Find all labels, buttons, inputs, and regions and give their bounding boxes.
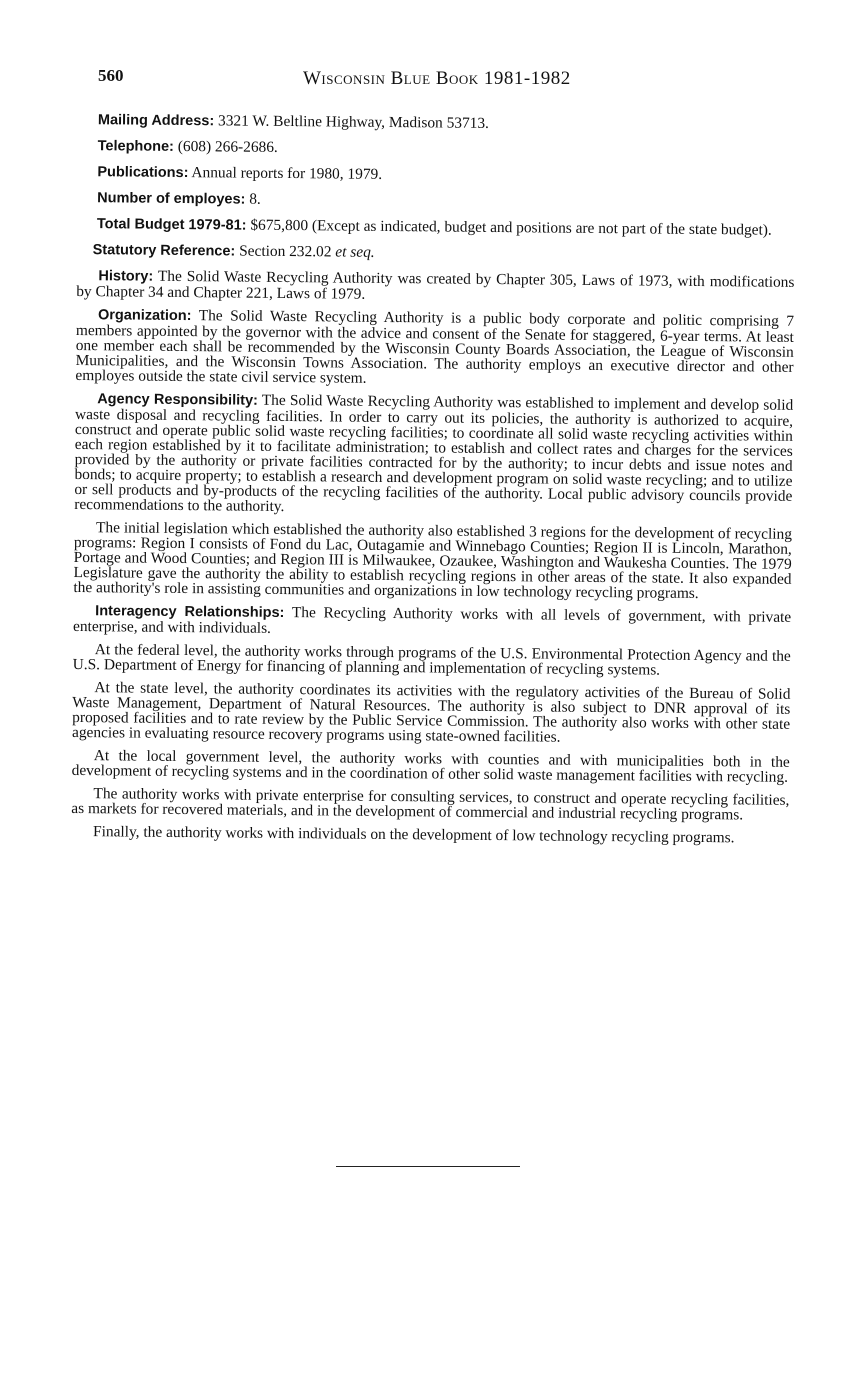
running-title [303,68,571,90]
history-text: The Solid Waste Recycling Authority was created by Chapter 305, Laws of 1973, with modifications by Chapter 34 and Chapter 221, Laws of 1979. [76,267,795,303]
initial-legislation-paragraph: The initial legislation which established the authority also established 3 regions for the development of recycling programs: Region I consists of Fond du Lac, Outagamie and Winnebago Counties; Region II is Lincoln, Marathon, Portage and Wood Counties; and Region III is Milwaukee, Ozaukee, Washington and Waukesha Counties. The 1979 Legislature gave the authority the ability to establish recycling regions in other areas of the state. It also expanded the authority's role in assisting communities and organizations in low technology recycling programs. [73,519,793,602]
organization-paragraph [75,307,794,390]
page-header [98,66,798,96]
mailing-address-value: 3321 W. Beltline Highway, Madison 53713. [214,112,490,132]
employees-label: Number of employes: [97,190,246,208]
statutory-reference-label: Statutory Reference: [92,242,236,260]
employees [97,190,795,213]
agency-responsibility-paragraph [74,391,793,519]
interagency-paragraph [73,603,791,641]
running-title-years: 1981-1982 [483,68,571,89]
statutory-reference [93,242,795,265]
telephone-value: (608) 266-2686. [173,137,278,156]
mailing-address [98,112,796,135]
statutory-reference-value: Section 232.02 [235,242,336,261]
mailing-address-label: Mailing Address: [97,112,215,130]
total-budget-label: Total Budget 1979-81: [96,216,247,234]
interagency-label: Interagency Relationships: [95,603,285,622]
telephone-label: Telephone: [97,138,175,155]
local-level-paragraph: At the local government level, the authority works with counties and with municipalities both in the development of recycling systems and in the coordination of other solid waste management facilities with recycling. [71,747,790,786]
page-number: 560 [98,66,124,85]
total-budget-value: $675,800 (Except as indicated, budget and positions are not part of the state budget). [246,216,772,239]
employees-value: 8. [245,190,261,208]
page-body [71,112,796,854]
publications-label: Publications: [97,164,189,182]
total-budget [97,216,795,239]
agency-responsibility-text: The Solid Waste Recycling Authority was established to implement and develop solid waste disposal and recycling facilities. In order to carry out its policies, the authority is authorized to acquire, construct and operate public solid waste recycling facilities; to coordinate all solid waste recycling activities within each region established by it to facilitate administration; to establish and collect rates and charges for the services provided by the authority or private facilities contracted for by the authority; to incur debts and issue notes and bonds; to acquire property; to establish a research and development program on solid waste recycling; and to utilize or sell products and by-products of the recycling facilities of the authority. Local public advisory councils provide recommendations to the authority. [74,391,794,515]
organization-label: Organization: [97,307,192,325]
telephone [98,138,796,161]
interagency-text: The Recycling Authority works with all levels of government, with private enterprise, and with individuals. [72,604,792,637]
section-divider [336,1166,520,1167]
final-paragraph: Finally, the authority works with individuals on the development of low technology recycling programs. [93,823,735,847]
history-label: History: [98,268,154,285]
agency-responsibility-label: Agency Responsibility: [97,391,258,409]
running-title-main: Wisconsin Blue Book [303,68,479,89]
federal-level-paragraph: At the federal level, the authority works through programs of the U.S. Environmental Protection Agency and the U.S. Department of Energy for financing of planning and implementation of recycling systems. [72,641,791,679]
publications [97,164,795,187]
organization-text: The Solid Waste Recycling Authority is a public body corporate and politic comprising 7 members appointed by the governor with the advice and consent of the Senate for staggered, 6-year terms. At least one member each shall be recommended by the Wisconsin County Boards Association, the League of Wisconsin Municipalities, and the Wisconsin Towns Association. The authority employs an executive director and other employes outside the state civil service system. [75,307,795,387]
private-enterprise-paragraph: The authority works with private enterprise for consulting services, to construct and operate recycling facilities, as markets for recovered materials, and in the development of commercial and industrial recycling programs. [71,785,790,824]
history-paragraph [76,268,794,306]
publications-value: Annual reports for 1980, 1979. [188,164,383,183]
statutory-reference-italic: et seq. [335,243,375,261]
state-level-paragraph: At the state level, the authority coordinates its activities with the regulatory activities of the Bureau of Solid Waste Management, Department of Natural Resources. The authority is also subject to DNR approval of its proposed facilities and to rate review by the Public Service Commission. The authority also works with other state agencies in evaluating resource recovery programs using state-owned facilities. [71,679,791,746]
